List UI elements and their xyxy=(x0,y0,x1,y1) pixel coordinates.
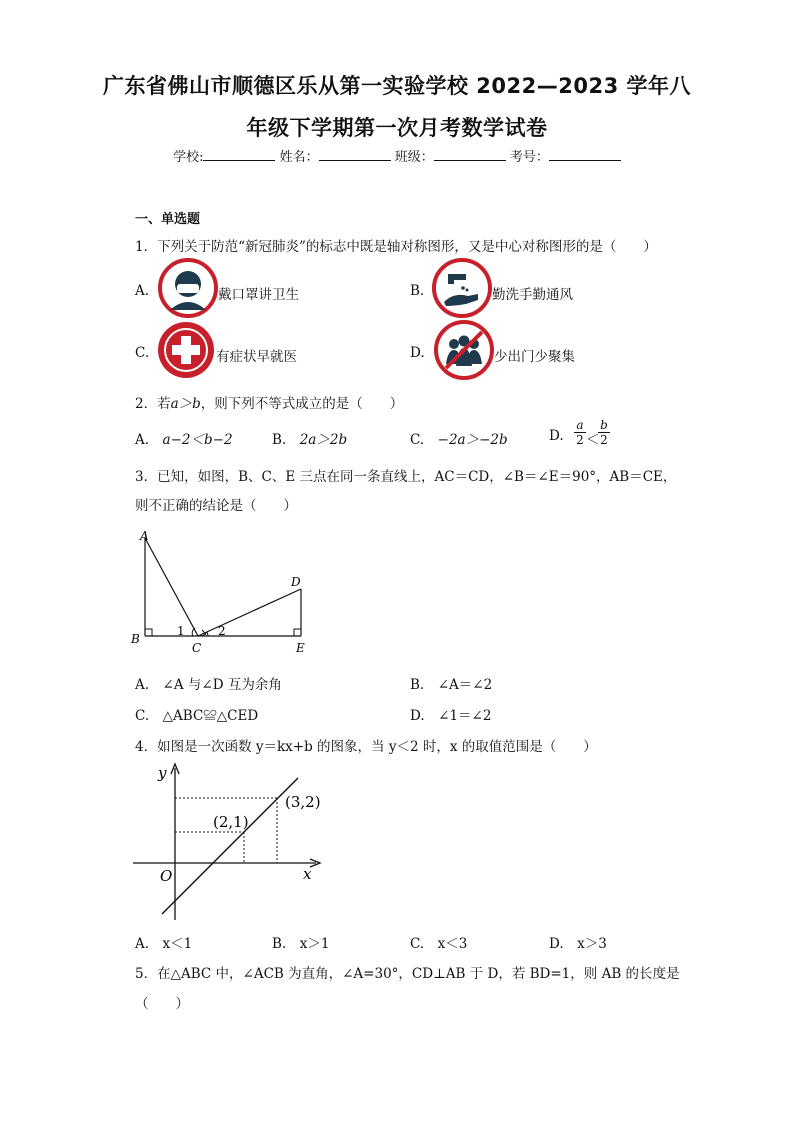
q3-stem-line2: 则不正确的结论是（ ） xyxy=(135,498,297,514)
q1-option-b-letter: B. xyxy=(410,283,425,299)
q2-option-a-letter: A. xyxy=(135,432,150,448)
q2-condition: a＞b xyxy=(170,396,201,412)
q2-frac-b-den: 2 xyxy=(598,432,610,447)
q3-option-b-text: ∠A＝∠2 xyxy=(437,677,493,693)
q1-option-b-text: 勤洗手勤通风 xyxy=(492,287,573,303)
class-field-blank[interactable] xyxy=(434,148,506,161)
q2-frac-a-num: a xyxy=(576,418,584,432)
q4-option-a xyxy=(135,932,192,952)
q3-option-d-letter: D. xyxy=(410,708,425,724)
q4-option-b-letter: B. xyxy=(272,936,287,952)
q3-option-b-letter: B. xyxy=(410,677,425,693)
q3-option-c-letter: C. xyxy=(135,708,150,724)
q2-option-a-text: a−2＜b−2 xyxy=(162,432,233,448)
q2-option-c xyxy=(410,428,508,448)
q4-option-d-letter: D. xyxy=(549,936,564,952)
q3-figure xyxy=(128,522,318,658)
exam-title-line1: 广东省佛山市顺德区乐从第一实验学校 2022—2023 学年八 xyxy=(102,74,691,98)
q4-option-d xyxy=(549,932,607,952)
mask-face-icon xyxy=(158,258,218,318)
q3-option-b xyxy=(410,673,492,693)
q2-option-c-letter: C. xyxy=(410,432,425,448)
q4-origin-label: O xyxy=(160,867,173,885)
q3-option-d-text: ∠1＝∠2 xyxy=(438,708,492,724)
q3-label-b: B xyxy=(131,632,140,646)
q1-option-a-text: 戴口罩讲卫生 xyxy=(218,287,299,303)
q4-stem: 4．如图是一次函数 y＝kx+b 的图象，当 y＜2 时，x 的取值范围是（ ） xyxy=(135,739,597,755)
q3-angle1-label: 1 xyxy=(177,624,185,638)
q3-option-d xyxy=(410,704,491,724)
q2-stem xyxy=(135,392,403,412)
exam-title-line2: 年级下学期第一次月考数学试卷 xyxy=(246,116,548,140)
q4-option-a-letter: A. xyxy=(135,936,150,952)
student-info-line xyxy=(0,146,794,165)
q3-label-c: C xyxy=(192,641,202,655)
q4-option-d-text: x＞3 xyxy=(577,936,607,952)
q2-stem-suffix: ，则下列不等式成立的是（ ） xyxy=(200,396,404,412)
q1-option-d-letter: D. xyxy=(410,345,425,361)
q4-graph xyxy=(128,760,328,922)
section-heading: 一、单选题 xyxy=(135,212,201,227)
q4-option-a-text: x＜1 xyxy=(162,936,193,952)
q1-option-c-letter: C. xyxy=(135,345,150,361)
q3-option-a-text: ∠A 与∠D 互为余角 xyxy=(162,677,282,693)
q2-option-d-relation: ＜ xyxy=(586,432,600,448)
q1-stem: 1．下列关于防范“新冠肺炎”的标志中既是轴对称图形，又是中心对称图形的是（ ） xyxy=(135,239,657,255)
q2-option-b-letter: B. xyxy=(272,432,287,448)
name-field-label: 姓名： xyxy=(279,150,319,165)
q3-option-c-text: △ABC≌△CED xyxy=(162,708,259,724)
hand-washing-icon xyxy=(432,258,492,318)
q2-option-d-letter: D. xyxy=(549,428,564,444)
q4-option-c-text: x＜3 xyxy=(437,936,468,952)
q4-option-c-letter: C. xyxy=(410,936,425,952)
q4-point1-label: (2,1) xyxy=(213,813,249,831)
q3-angle2-label: 2 xyxy=(218,624,226,638)
name-field-blank[interactable] xyxy=(319,148,391,161)
q3-option-a-letter: A. xyxy=(135,677,150,693)
q2-frac-b-num: b xyxy=(600,418,608,432)
class-field-label: 班级： xyxy=(394,150,434,165)
q2-option-d-fraction-a xyxy=(574,418,586,447)
q4-option-c xyxy=(410,932,467,952)
school-field-label: 学校: xyxy=(173,150,204,165)
q4-option-b xyxy=(272,932,329,952)
q3-option-c xyxy=(135,704,258,724)
q3-label-a: A xyxy=(140,529,149,543)
q2-option-b xyxy=(272,428,347,448)
q2-frac-a-den: 2 xyxy=(574,432,586,447)
q1-option-d-text: 少出门少聚集 xyxy=(494,349,575,365)
q4-y-axis-label: y xyxy=(158,764,167,782)
q4-point2-label: (3,2) xyxy=(285,793,321,811)
q2-option-a xyxy=(135,428,233,448)
q5-stem-line1: 5．在△ABC 中，∠ACB 为直角，∠A=30°，CD⊥AB 于 D，若 BD=1，则 AB 的长度是 xyxy=(135,966,680,982)
q3-label-e: E xyxy=(296,641,305,655)
no-crowd-icon xyxy=(434,320,494,380)
q5-stem-line2: （ ） xyxy=(135,996,189,1012)
q3-stem-line1: 3．已知，如图，B、C、E 三点在同一条直线上，AC＝CD，∠B＝∠E＝90°，AB＝CE， xyxy=(135,469,677,485)
q1-option-c-text: 有症状早就医 xyxy=(216,349,297,365)
exam-number-field-label: 考号： xyxy=(509,150,549,165)
q2-option-c-text: −2a＞−2b xyxy=(437,432,508,448)
q4-x-axis-label: x xyxy=(303,865,312,883)
exam-number-field-blank[interactable] xyxy=(549,148,621,161)
school-field-blank[interactable] xyxy=(203,148,275,161)
q2-option-b-text: 2a＞2b xyxy=(299,432,348,448)
medical-cross-icon xyxy=(156,320,216,380)
q2-option-d-fraction-b xyxy=(598,418,610,447)
q3-label-d: D xyxy=(291,575,301,589)
q2-stem-prefix: 2．若 xyxy=(135,396,171,412)
q1-option-a-letter: A. xyxy=(135,283,150,299)
q4-option-b-text: x＞1 xyxy=(299,936,330,952)
q3-option-a xyxy=(135,673,282,693)
